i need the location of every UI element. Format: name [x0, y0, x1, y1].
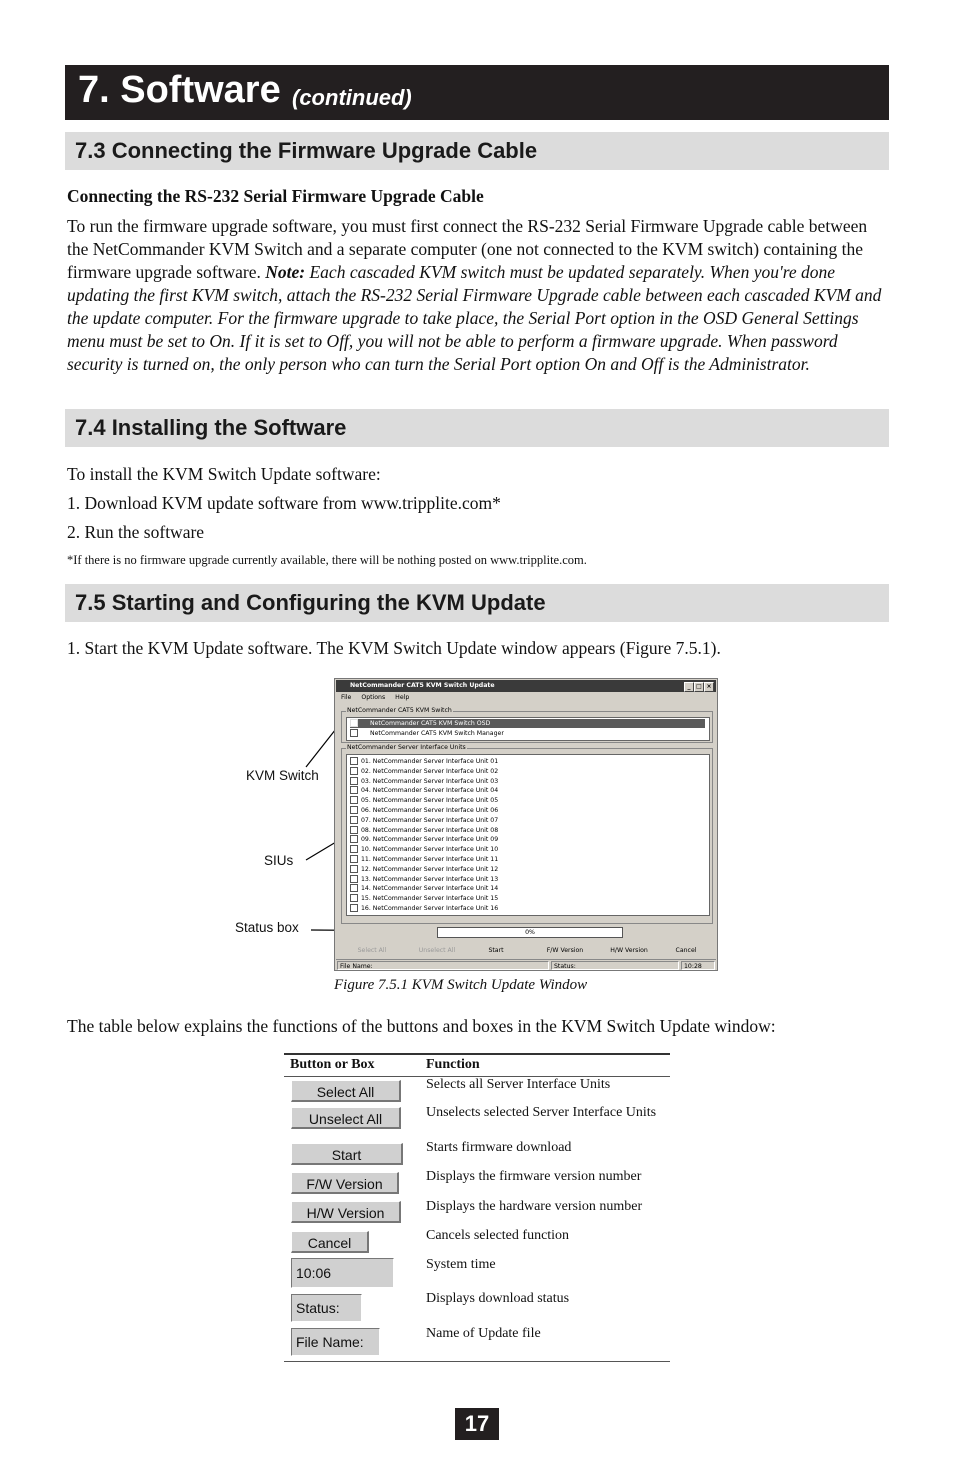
siu-item-label: 11. NetCommander Server Interface Unit 11: [361, 856, 499, 863]
chapter-title: 7. Software: [78, 69, 281, 111]
table-fn-unselect-all: Unselects selected Server Interface Units: [426, 1105, 657, 1120]
table-header-button: Button or Box: [290, 1057, 375, 1072]
checkbox[interactable]: [350, 894, 358, 902]
siu-list-item[interactable]: [350, 796, 498, 805]
table-fw-version-button: F/W Version: [291, 1172, 399, 1194]
siu-list-item[interactable]: [350, 757, 498, 766]
checkbox[interactable]: [350, 767, 358, 775]
table-fn-file-name: Name of Update file: [426, 1326, 541, 1341]
checkbox[interactable]: [350, 719, 358, 727]
status-status: Status:: [551, 961, 679, 970]
switch-item-label: NetCommander CAT5 KVM Switch OSD: [370, 720, 491, 727]
siu-item-label: 04. NetCommander Server Interface Unit 04: [361, 787, 499, 795]
window-titlebar: [336, 680, 716, 692]
siu-item-label: 12. NetCommander Server Interface Unit 12: [361, 865, 499, 873]
siu-listbox: [346, 754, 710, 916]
section-7-3-subheading: Connecting the RS-232 Serial Firmware Upgrade Cable: [67, 186, 484, 206]
siu-item-label: 06. NetCommander Server Interface Unit 06: [361, 807, 499, 814]
siu-list-item[interactable]: [350, 786, 498, 795]
table-time-box: 10:06: [291, 1258, 394, 1288]
update-step-1: 1. Start the KVM Update software. The KVM Switch Update window appears (Figure 7.5.1).: [67, 638, 721, 658]
checkbox[interactable]: [350, 729, 358, 737]
table-fn-select-all: Selects all Server Interface Units: [426, 1077, 611, 1092]
unselect-all-button[interactable]: Unselect All: [418, 947, 456, 954]
siu-item-label: 01. NetCommander Server Interface Unit 01: [361, 758, 499, 765]
fw-version-button[interactable]: F/W Version: [546, 947, 584, 954]
table-hw-version-button: H/W Version: [291, 1201, 401, 1223]
table-intro: The table below explains the functions of the buttons and boxes in the KVM Switch Update window:: [67, 1016, 776, 1036]
table-select-all-button: Select All: [291, 1080, 401, 1102]
siu-item-label: 15. NetCommander Server Interface Unit 15: [361, 895, 499, 903]
siu-list-item[interactable]: [350, 894, 498, 903]
siu-list-item[interactable]: [350, 816, 498, 825]
table-fn-fw-version: Displays the firmware version number: [426, 1169, 642, 1184]
menu-file[interactable]: File: [341, 694, 352, 701]
checkbox[interactable]: [350, 786, 358, 794]
checkbox[interactable]: [350, 826, 358, 834]
paragraph-text: To run the firmware upgrade software, you must first connect the RS-232 Serial Firmware Upgrade cable between the NetCommander KVM Switch and a separate computer (one not connected to the KVM switch) containing the firmware upgrade software.: [67, 216, 868, 282]
switch-item-label: NetCommander CAT5 KVM Switch Manager: [370, 730, 504, 737]
siu-item-label: 07. NetCommander Server Interface Unit 07: [361, 816, 499, 824]
label-status-box: Status box: [235, 920, 299, 935]
checkbox[interactable]: [350, 835, 358, 843]
siu-item-label: 14. NetCommander Server Interface Unit 14: [361, 885, 499, 893]
checkbox[interactable]: [350, 884, 358, 892]
kvm-update-window: [334, 678, 718, 971]
label-kvm-switch: KVM Switch: [246, 768, 319, 783]
siu-list-item[interactable]: [350, 826, 498, 835]
table-fn-hw-version: Displays the hardware version number: [426, 1199, 643, 1214]
table-file-name-box: File Name:: [291, 1328, 380, 1356]
siu-list-item[interactable]: [350, 806, 498, 815]
checkbox[interactable]: [350, 816, 358, 824]
siu-item-label: 10. NetCommander Server Interface Unit 10: [361, 846, 499, 854]
siu-item-label: 08. NetCommander Server Interface Unit 08: [361, 826, 499, 834]
checkbox[interactable]: [350, 845, 358, 853]
checkbox[interactable]: [350, 757, 358, 765]
checkbox[interactable]: [350, 777, 358, 785]
table-fn-time: System time: [426, 1257, 496, 1272]
switch-group: [341, 707, 713, 743]
siu-list-item[interactable]: [350, 835, 498, 844]
chapter-continued: (continued): [292, 85, 412, 110]
switch-item-osd[interactable]: [350, 719, 705, 728]
function-table: [284, 1053, 670, 1362]
section-7-3-title: 7.3 Connecting the Firmware Upgrade Cable: [75, 138, 538, 163]
siu-list-item[interactable]: [350, 845, 498, 854]
section-7-5-title: 7.5 Starting and Configuring the KVM Update: [75, 590, 546, 615]
switch-listbox: [346, 717, 710, 741]
siu-list-item[interactable]: [350, 767, 498, 776]
checkbox[interactable]: [350, 796, 358, 804]
menu-bar: [341, 694, 417, 701]
switch-item-manager[interactable]: [350, 729, 504, 738]
select-all-button[interactable]: Select All: [357, 947, 387, 954]
maximize-icon[interactable]: □: [694, 682, 704, 692]
siu-item-label: 13. NetCommander Server Interface Unit 13: [361, 875, 499, 883]
siu-list-item[interactable]: [350, 904, 498, 913]
status-time: 10:28: [681, 961, 715, 970]
siu-list-item[interactable]: [350, 875, 498, 884]
page-number: 17: [455, 1408, 499, 1440]
menu-options[interactable]: Options: [361, 694, 386, 701]
siu-item-label: 05. NetCommander Server Interface Unit 05: [361, 797, 499, 805]
checkbox[interactable]: [350, 806, 358, 814]
siu-group: [341, 744, 713, 924]
checkbox[interactable]: [350, 865, 358, 873]
checkbox[interactable]: [350, 855, 358, 863]
note-label: Note:: [265, 262, 306, 282]
table-header-function: Function: [426, 1057, 480, 1072]
section-7-4-title: 7.4 Installing the Software: [75, 415, 347, 440]
status-file-name: File Name:: [337, 961, 549, 970]
siu-item-label: 03. NetCommander Server Interface Unit 03: [361, 777, 499, 785]
status-bar: [336, 959, 716, 971]
minimize-icon[interactable]: _: [684, 682, 694, 692]
hw-version-button[interactable]: H/W Version: [610, 947, 648, 954]
install-step-2: 2. Run the software: [67, 522, 205, 542]
install-step-1: 1. Download KVM update software from www.tripplite.com*: [67, 493, 501, 513]
start-button[interactable]: Start: [488, 947, 504, 954]
table-status-box: Status:: [291, 1294, 362, 1322]
install-intro: To install the KVM Switch Update software:: [67, 464, 381, 484]
label-sius: SIUs: [264, 853, 294, 868]
siu-list-item[interactable]: [350, 884, 498, 893]
siu-item-label: 16. NetCommander Server Interface Unit 16: [361, 905, 499, 912]
window-title: NetCommander CAT5 KVM Switch Update: [350, 682, 495, 689]
siu-list-item[interactable]: [350, 865, 498, 874]
siu-list-item[interactable]: [350, 855, 498, 864]
table-unselect-all-button: Unselect All: [291, 1107, 401, 1129]
table-fn-start: Starts firmware download: [426, 1140, 572, 1155]
checkbox[interactable]: [350, 875, 358, 883]
table-fn-cancel: Cancels selected function: [426, 1228, 570, 1243]
menu-help[interactable]: Help: [395, 694, 410, 701]
siu-list-item[interactable]: [350, 777, 498, 786]
table-start-button: Start: [291, 1143, 403, 1165]
status-progress-box: 0%: [437, 927, 623, 938]
close-icon[interactable]: ×: [704, 682, 714, 692]
note-text: Each cascaded KVM switch must be updated separately. When you're done updating the first KVM switch, attach the RS-232 Serial Firmware Upgrade cable between each cascaded KVM and the update computer. For the firmware upgrade to take place, the Serial Port option in the OSD General Settings menu must be set to On. If it is set to Off, you will not be able to perform a firmware upgrade. When password security is turned on, the only person who can turn the Serial Port option On and Off is the Administrator.: [67, 262, 882, 374]
cancel-button[interactable]: Cancel: [675, 947, 697, 954]
table-fn-status: Displays download status: [426, 1291, 570, 1306]
install-footnote: *If there is no firmware upgrade currently available, there will be nothing posted on www.tripplite.com.: [67, 553, 587, 567]
figure-caption: Figure 7.5.1 KVM Switch Update Window: [334, 977, 588, 993]
siu-item-label: 02. NetCommander Server Interface Unit 02: [361, 767, 499, 775]
switch-group-label: NetCommander CAT5 KVM Switch: [347, 707, 452, 714]
siu-group-label: NetCommander Server Interface Units: [347, 744, 466, 751]
siu-item-label: 09. NetCommander Server Interface Unit 09: [361, 836, 499, 844]
table-cancel-button: Cancel: [291, 1231, 369, 1253]
checkbox[interactable]: [350, 904, 358, 912]
